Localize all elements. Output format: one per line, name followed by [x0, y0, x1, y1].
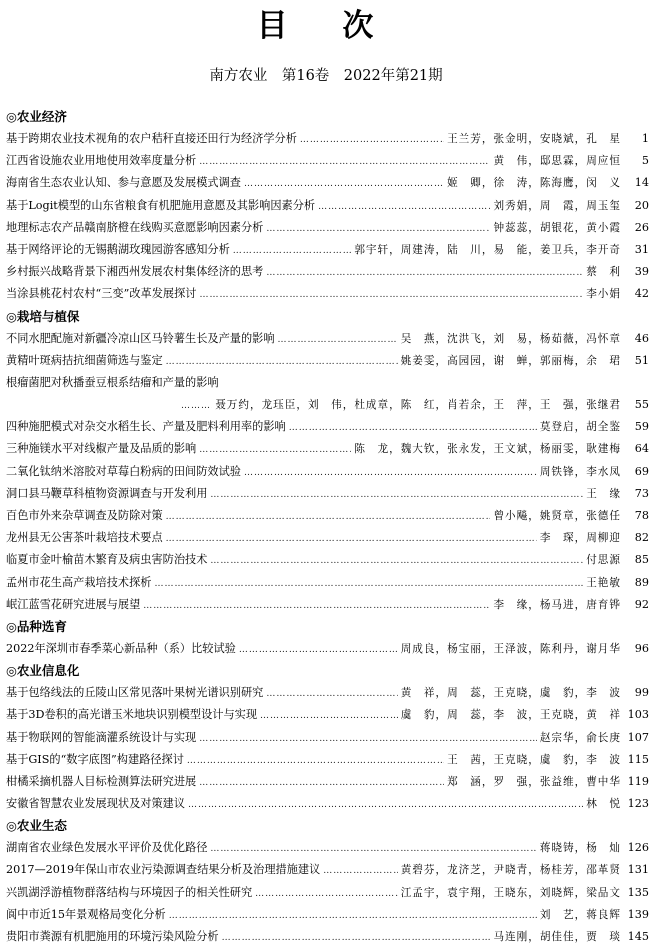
dot-leader [278, 329, 398, 351]
entry-title: 基于物联网的智能滴灌系统设计与实现 [6, 730, 197, 744]
entry-authors: 黄 伟，邸思霖，周应恒 [493, 155, 621, 168]
entry-title: 基于3D卷积的高光谱玉米地块识别模型设计与实现 [6, 708, 258, 722]
entry-authors: 马连刚，胡佳佳，贾 琰 [493, 931, 621, 943]
toc-entry[interactable] [6, 837, 649, 859]
toc-entry[interactable] [6, 416, 649, 438]
entry-page: 14 [634, 176, 649, 190]
entry-title: 柑橘采摘机器人目标检测算法研究进展 [6, 774, 197, 788]
entry-page: 46 [634, 331, 649, 345]
entry-authors: 王兰芳，张金明，安晓斌，孔 星 [447, 133, 621, 145]
entry-title: 贵阳市粪源有机肥施用的环境污染风险分析 [6, 930, 219, 943]
dot-leader [199, 728, 537, 750]
dot-leader [300, 129, 444, 151]
toc-entry[interactable] [6, 771, 649, 793]
entry-authors: 刘 艺，蒋良辉 [539, 908, 621, 921]
toc-entry[interactable] [6, 128, 649, 150]
dot-leader [244, 462, 537, 484]
entry-page: 51 [634, 353, 649, 367]
entry-authors: 黄碧芬，龙济芝，尹晓青，杨桂芳，邵革贤 [400, 864, 621, 877]
entry-page: 64 [634, 442, 649, 456]
entry-authors: 郭宇轩，周建涛，陆 川，易 能，姜卫兵，李开奇 [354, 243, 621, 256]
toc-entry[interactable] [6, 283, 649, 305]
entry-page: 89 [634, 575, 649, 589]
entry-page: 42 [634, 287, 649, 301]
toc-entry[interactable] [6, 926, 649, 948]
toc-entry[interactable] [6, 727, 649, 749]
entry-page: 59 [634, 420, 649, 434]
entry-title: 乡村振兴战略背景下湘西州发展农村集体经济的思考 [6, 265, 264, 279]
dot-leader [266, 262, 583, 284]
entry-title: 百色市外来杂草调查及防除对策 [6, 509, 163, 522]
dot-leader [323, 860, 397, 882]
entry-authors: 姬 卿，徐 涛，陈海鹰，闵 义 [447, 177, 621, 190]
toc-entry[interactable] [6, 527, 649, 549]
entry-title: 三种施镁水平对线椒产量及品质的影响 [6, 442, 197, 456]
dot-leader [199, 151, 490, 173]
entry-page: 123 [627, 797, 649, 811]
entry-title: 临夏市金叶榆苗木繁育及病虫害防治技术 [6, 553, 208, 567]
entry-page: 145 [627, 930, 649, 943]
dot-leader [199, 439, 351, 461]
entry-title: 基于包络线法的丘陵山区常见落叶果树光谱识别研究 [6, 686, 264, 700]
entry-title: 根瘤菌肥对秋播蚕豆根系结瘤和产量的影响 [6, 375, 219, 389]
entry-title: 基于GIS的“数字底图”构建路径探讨 [6, 752, 184, 766]
toc-entry[interactable] [6, 549, 649, 571]
toc-entry[interactable] [6, 882, 649, 904]
entry-authors: 莫登启，胡全鉴 [539, 421, 621, 434]
dot-leader [239, 639, 398, 661]
dot-leader [199, 284, 583, 306]
section-heading: ◎农业生态 [6, 818, 67, 834]
entry-title: 岷江蓝雪花研究进展与展望 [6, 597, 141, 611]
toc-entry[interactable] [6, 350, 649, 372]
toc-entry[interactable] [6, 638, 649, 660]
entry-title: 龙州县无公害茶叶栽培技术要点 [6, 531, 163, 545]
dot-leader [222, 927, 491, 949]
entry-page: 5 [641, 154, 649, 168]
entry-title: 2022年深圳市春季菜心新品种（系）比较试验 [6, 641, 236, 655]
toc-entry[interactable] [6, 261, 649, 283]
toc-entry[interactable] [6, 483, 649, 505]
entry-authors: 王 茜，王克晓，虞 豹，李 波 [447, 753, 621, 766]
toc-entry[interactable] [6, 239, 649, 261]
toc-entry[interactable] [6, 372, 649, 416]
entry-page: 103 [627, 708, 649, 722]
entry-page: 115 [627, 752, 649, 766]
toc-entry[interactable] [6, 749, 649, 771]
entry-authors: 周成良，杨宝丽，王泽波，陈利丹，谢月华 [400, 642, 621, 655]
entry-page: 39 [634, 265, 649, 279]
entry-authors: 李 琛，周柳迎 [539, 532, 621, 545]
entry-title: 地理标志农产品赣南脐橙在线购买意愿影响因素分析 [6, 220, 264, 234]
dot-leader [166, 351, 398, 373]
toc-entry[interactable] [6, 505, 649, 527]
toc-entry[interactable] [6, 328, 649, 350]
entry-title: 洞口县马鞭草科植物资源调查与开发利用 [6, 486, 208, 500]
entry-page: 1 [641, 132, 649, 145]
entry-authors: 虞 豹，周 蕊，李 波，王克晓，黄 祥 [400, 709, 621, 722]
entry-authors: 钟蕊蕊，胡银花，黄小霞 [493, 221, 621, 234]
entry-page: 139 [627, 907, 649, 921]
entry-authors: 李 缘，杨马进，唐育铧 [493, 598, 621, 611]
entry-authors: 蔡 利 [586, 266, 621, 279]
dot-leader [188, 794, 583, 816]
toc-entry[interactable] [6, 793, 649, 815]
entry-authors: 王 缘 [586, 487, 621, 500]
entry-page: 73 [634, 486, 649, 500]
toc-entry[interactable] [6, 195, 649, 217]
dot-leader [210, 484, 583, 506]
entry-page: 20 [634, 198, 649, 212]
entry-title: 四种施肥模式对杂交水稻生长、产量及肥料利用率的影响 [6, 420, 286, 434]
entry-authors: 黄 祥，周 蕊，王克晓，虞 豹，李 波 [400, 687, 621, 700]
entry-page: 131 [627, 863, 649, 877]
entry-authors: 林 悦 [586, 798, 621, 811]
entry-page: 26 [634, 220, 649, 234]
entry-title: 兴凯湖浮游植物群落结构与环境因子的相关性研究 [6, 885, 253, 899]
entry-title: 当涂县桃花村农村“三变”改革发展探讨 [6, 287, 197, 301]
dot-leader [166, 528, 537, 550]
dot-leader [154, 573, 583, 595]
entry-page: 69 [634, 464, 649, 478]
dot-leader [233, 240, 352, 262]
entry-title: 海南省生态农业认知、参与意愿及发展模式调查 [6, 176, 241, 190]
entry-page: 119 [627, 774, 649, 788]
entry-title: 阆中市近15年景观格局变化分析 [6, 907, 166, 921]
entry-page: 92 [634, 597, 649, 611]
dot-leader [199, 772, 444, 794]
entry-title: 基于跨期农业技术视角的农户秸秆直接还田行为经济学分析 [6, 132, 297, 145]
toc-entry[interactable] [6, 150, 649, 172]
entry-page: 135 [627, 885, 649, 899]
section-heading: ◎栽培与植保 [6, 308, 80, 324]
entry-authors: 付思源 [586, 554, 621, 567]
table-of-contents [6, 106, 649, 948]
section-heading: ◎农业经济 [6, 109, 67, 124]
dot-leader [169, 905, 537, 927]
toc-entry[interactable] [6, 594, 649, 616]
entry-title: 安徽省智慧农业发展现状及对策建议 [6, 797, 186, 811]
issue-info: 南方农业 第16卷 2022年第21期 [209, 68, 443, 84]
entry-title: 2017—2019年保山市农业污染源调查结果分析及治理措施建议 [6, 863, 321, 877]
toc-entry[interactable] [6, 172, 649, 194]
dot-leader [181, 395, 212, 417]
toc-entry[interactable] [6, 682, 649, 704]
entry-page: 107 [627, 730, 649, 744]
toc-entry[interactable] [6, 572, 649, 594]
toc-entry[interactable] [6, 217, 649, 239]
entry-page: 99 [634, 686, 649, 700]
entry-page: 126 [627, 841, 649, 855]
toc-entry[interactable] [6, 438, 649, 460]
entry-title: 不同水肥配施对新疆冷凉山区马铃薯生长及产量的影响 [6, 331, 275, 345]
toc-entry[interactable] [6, 461, 649, 483]
entry-authors: 吴 燕，沈洪飞，刘 易，杨茹薇，冯怀章 [400, 332, 621, 345]
toc-entry[interactable] [6, 904, 649, 926]
entry-authors: 王艳敏 [586, 576, 621, 589]
dot-leader [266, 683, 397, 705]
entry-authors: 聂万约，龙珏臣，刘 伟，杜成章，陈 红，肖若余，王 萍，王 强，张继君 [215, 399, 621, 412]
entry-page: 85 [634, 553, 649, 567]
dot-leader [166, 506, 491, 528]
section-heading: ◎品种选育 [6, 618, 67, 634]
dot-leader [255, 883, 398, 905]
entry-page: 78 [634, 509, 649, 522]
dot-leader [260, 705, 398, 727]
entry-page: 55 [634, 398, 649, 412]
entry-title: 基于Logit模型的山东省粮食有机肥施用意愿及其影响因素分析 [6, 198, 316, 212]
page-title: 目 次 [256, 8, 396, 44]
entry-page: 96 [634, 641, 649, 655]
dot-leader [266, 218, 490, 240]
entry-authors: 赵宗华，俞长庚 [539, 731, 621, 744]
dot-leader [210, 550, 583, 572]
dot-leader [289, 417, 537, 439]
entry-title: 二氧化钛纳米溶胶对草莓白粉病的田间防效试验 [6, 464, 241, 478]
entry-authors: 姚姜雯，高园园，谢 蝉，郭丽梅，余 珺 [400, 354, 621, 367]
toc-entry[interactable] [6, 704, 649, 726]
toc-entry[interactable] [6, 859, 649, 881]
entry-title: 基于网络评论的无锡鹅湖玫瑰园游客感知分析 [6, 242, 230, 256]
entry-title: 孟州市花生高产栽培技术探析 [6, 575, 152, 589]
entry-title: 黄精叶斑病拮抗细菌筛选与鉴定 [6, 353, 163, 367]
section-heading: ◎农业信息化 [6, 663, 80, 679]
entry-authors: 蒋晓铸，杨 灿 [539, 842, 621, 855]
entry-authors: 刘秀娟，周 霞，周玉玺 [493, 199, 621, 212]
entry-authors: 江孟宇，袁宇翔，王晓东，刘晓辉，梁品文 [400, 886, 621, 899]
entry-authors: 李小娟 [586, 288, 621, 301]
dot-leader [187, 750, 444, 772]
entry-title: 江西省设施农业用地使用效率度量分析 [6, 154, 197, 168]
dot-leader [244, 173, 444, 195]
entry-authors: 陈 龙，魏大钦，张永发，王文斌，杨丽雯，耿建梅 [354, 443, 621, 456]
dot-leader [210, 838, 536, 860]
entry-page: 82 [634, 531, 649, 545]
entry-authors: 周铁锋，李水凤 [539, 465, 621, 478]
entry-authors: 郑 涵，罗 强，张益维，曹中华 [447, 775, 621, 788]
entry-page: 31 [634, 242, 649, 256]
entry-title: 湖南省农业绿色发展水平评价及优化路径 [6, 841, 208, 855]
dot-leader [143, 595, 490, 617]
dot-leader [318, 196, 490, 218]
entry-authors: 曾小飚，姚贤章，张德任 [493, 510, 621, 522]
